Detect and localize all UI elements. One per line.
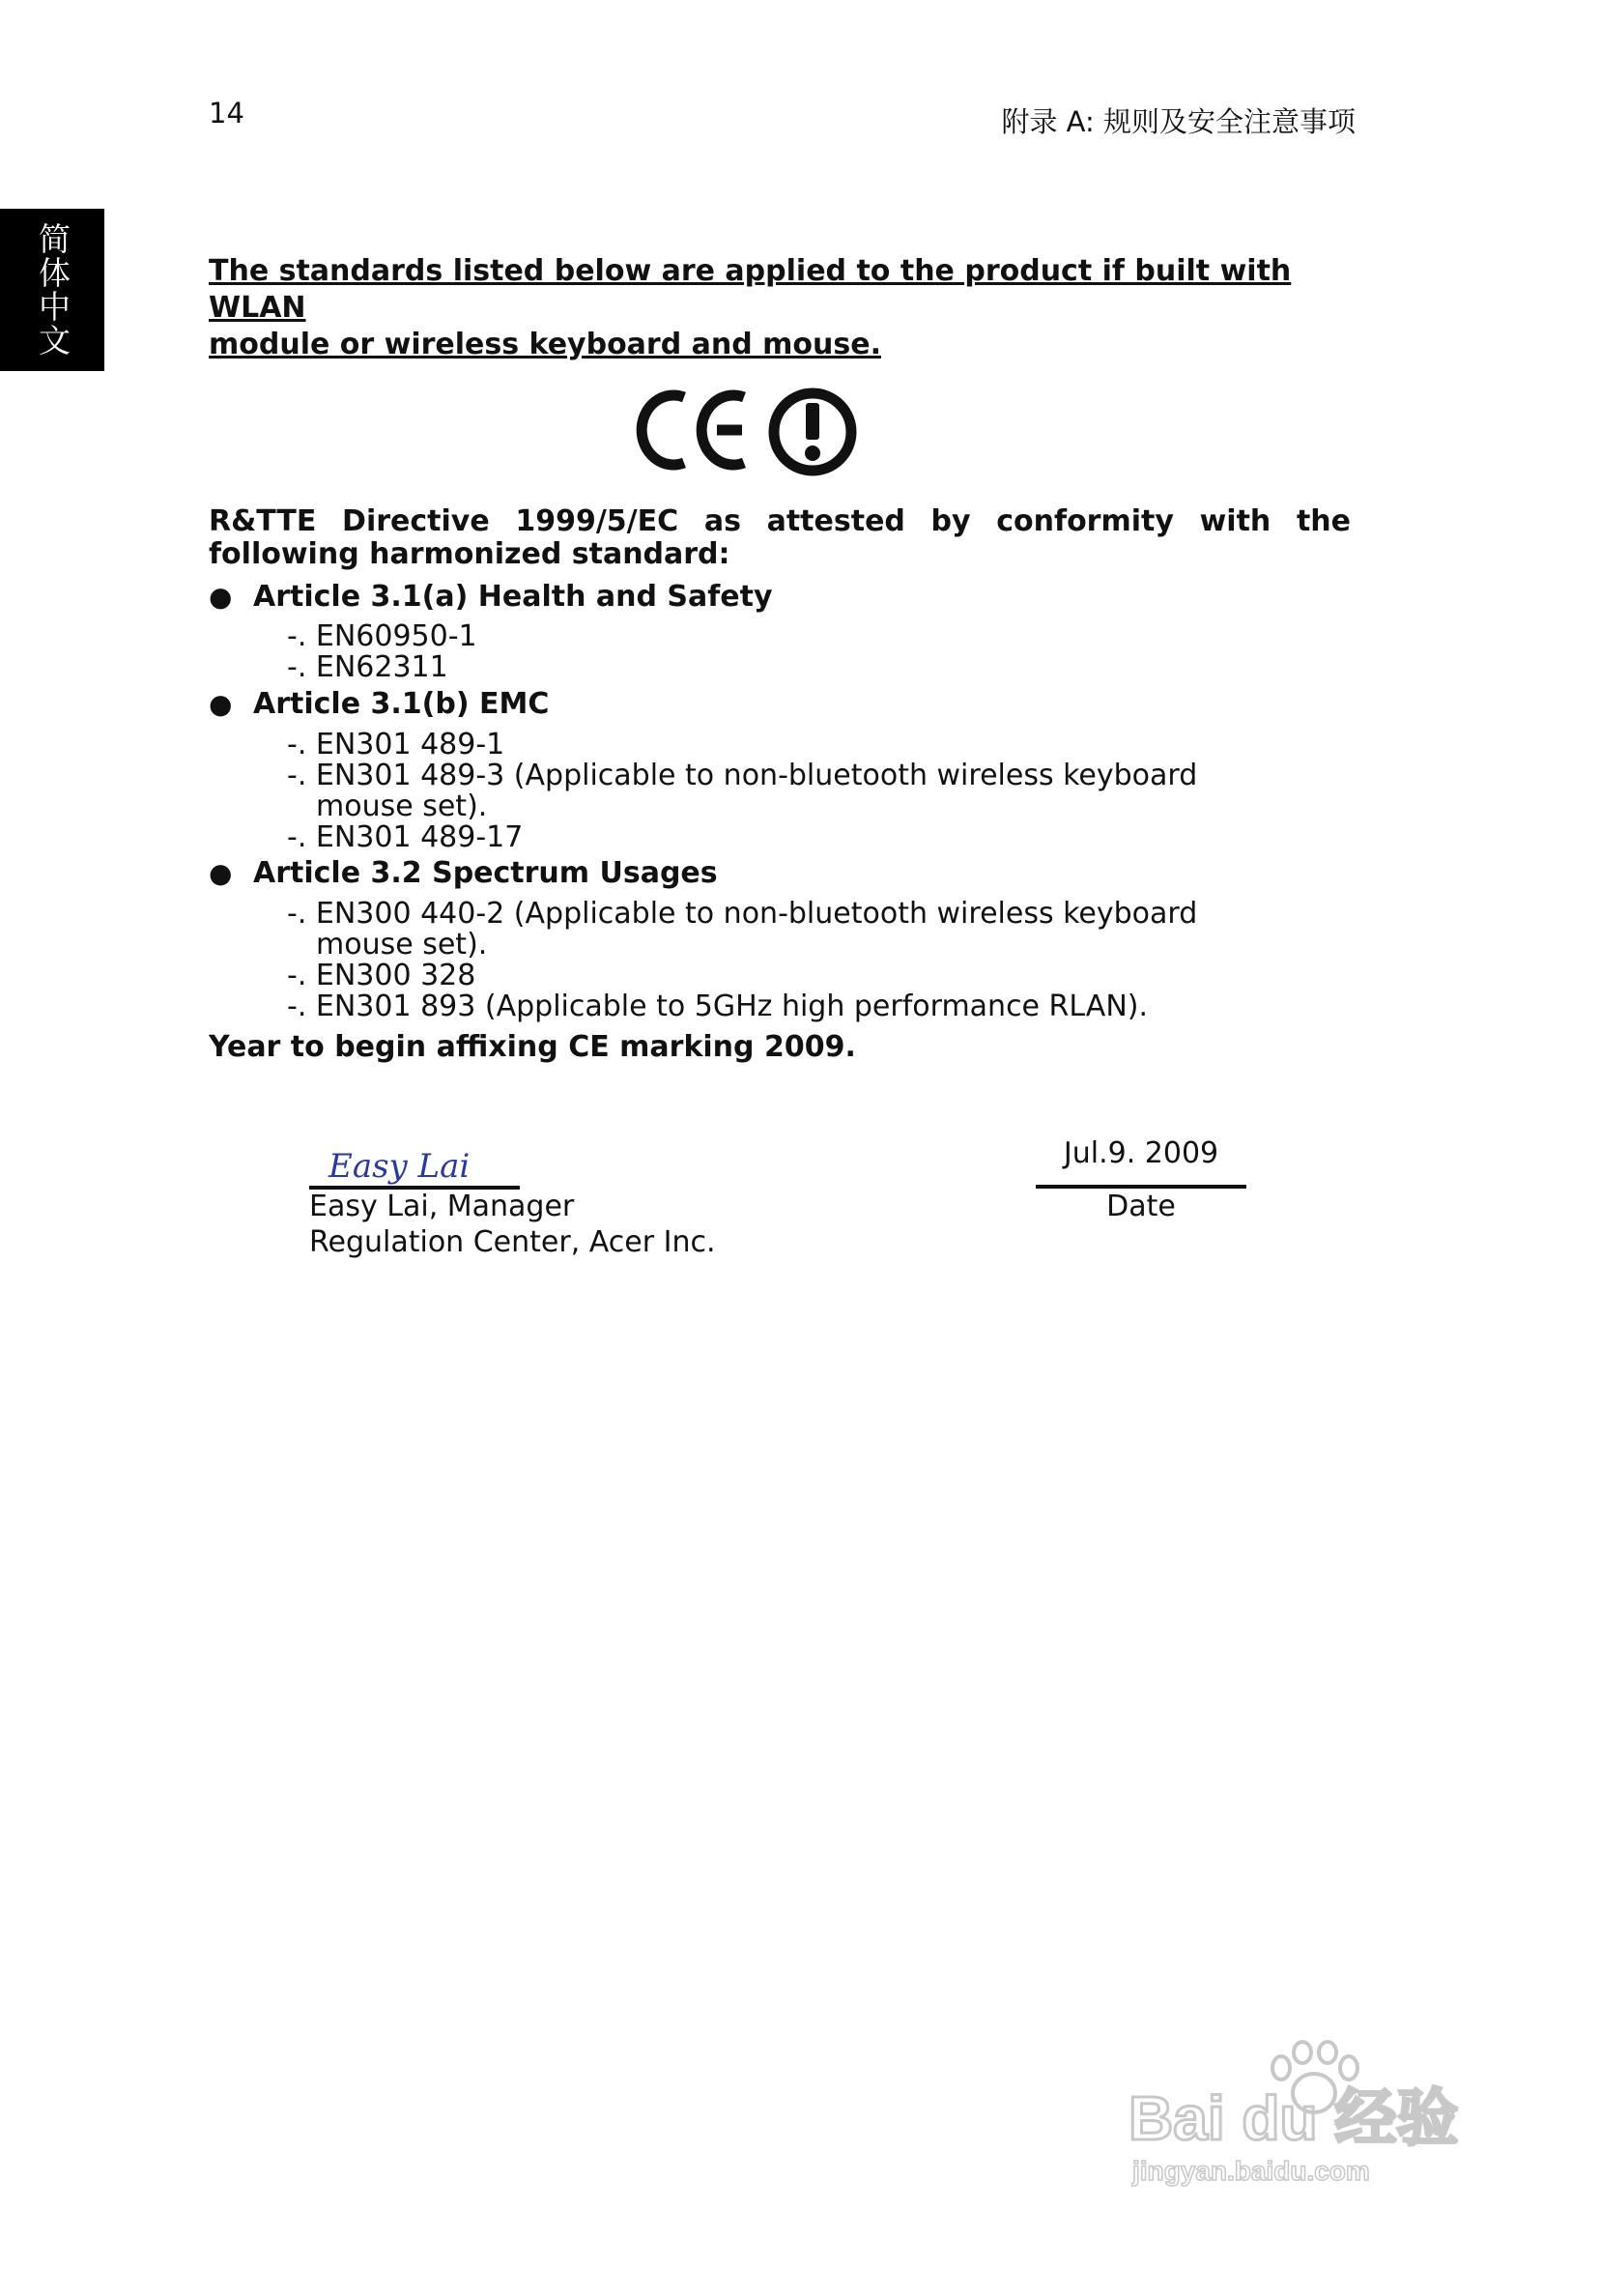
article-title: Article 3.2 Spectrum Usages [253,856,718,890]
bullet-icon: ● [209,581,233,613]
signer-organization: Regulation Center, Acer Inc. [309,1225,716,1259]
signature-date: Jul.9. 2009 [1063,1136,1219,1170]
intro-heading-line-1: The standards listed below are applied to the product if built with WLAN [209,254,1292,325]
bullet-icon: ● [209,688,233,720]
standard-item: -. EN300 440-2 (Applicable to non-bluetooth wireless keyboard mouse set). [287,897,1198,961]
directive-statement: R&TTE Directive 1999/5/EC as attested by conformity with the following harmonized standard: [209,504,1351,571]
article-health-safety [209,580,773,614]
article-title: Article 3.1(a) Health and Safety [253,580,773,614]
standard-item: -. EN60950-1 [287,619,477,653]
signer-name: Easy Lai, Manager [309,1190,575,1223]
article-spectrum-usages [209,856,718,890]
standard-item: -. EN301 489-1 [287,728,505,761]
standard-item: -. EN62311 [287,650,448,684]
article-emc [209,687,549,721]
compliance-marks [624,380,861,480]
signature-text: Easy Lai [329,1147,471,1186]
standard-item: -. EN301 489-17 [287,820,524,854]
standard-item: -. EN301 489-3 (Applicable to non-bluetooth wireless keyboard mouse set). [287,759,1198,823]
watermark-brand: Bai du 经验 [1129,2083,1459,2153]
bullet-icon: ● [209,857,233,889]
side-tab-label: 简体中文 [34,222,71,358]
watermark-url: jingyan.baidu.com [1132,2156,1370,2186]
date-label: Date [1106,1190,1176,1223]
standard-item: -. EN301 893 (Applicable to 5GHz high performance RLAN). [287,990,1149,1023]
alert-class-2-icon [774,393,851,471]
standard-item: -. EN300 328 [287,959,476,992]
date-line [1036,1185,1246,1189]
running-header: 附录 A: 规则及安全注意事项 [1001,105,1356,138]
intro-heading-line-2: module or wireless keyboard and mouse. [209,328,881,361]
page-number: 14 [209,97,244,129]
language-side-tab [0,209,104,371]
article-title: Article 3.1(b) EMC [253,687,550,721]
ce-mark-icon [642,395,744,465]
ce-marking-year: Year to begin affixing CE marking 2009. [209,1030,856,1064]
intro-heading [209,253,1368,363]
baidu-watermark [1121,2039,1507,2194]
handwritten-signature [325,1140,489,1189]
